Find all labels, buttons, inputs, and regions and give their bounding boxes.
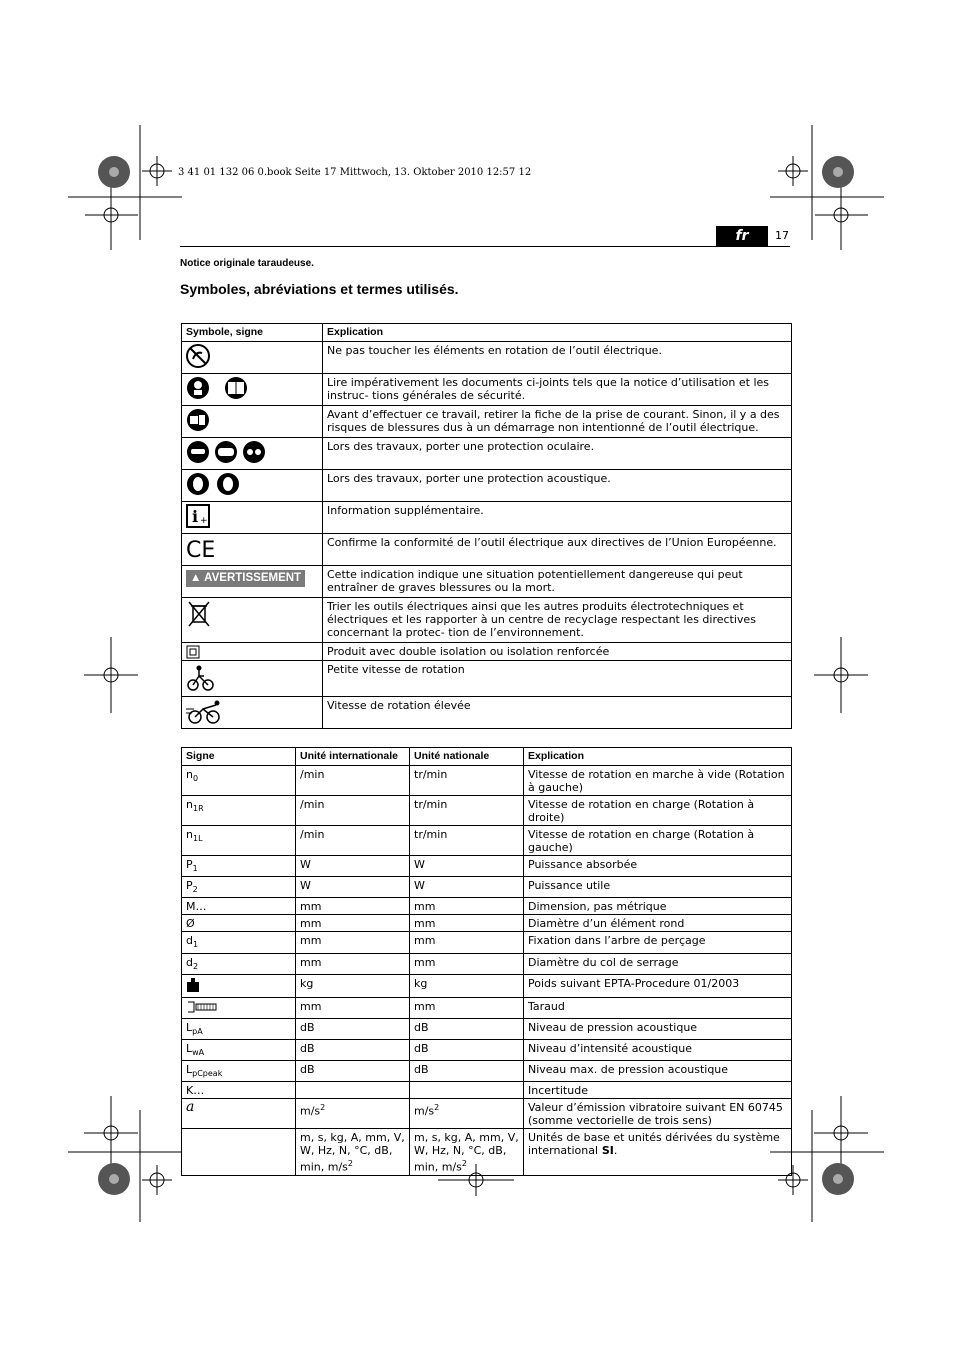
nat-unit-cell: mm [410, 932, 524, 953]
row-text: Ne pas toucher les éléments en rotation de l’outil électrique. [323, 342, 792, 374]
row-text: Trier les outils électriques ainsi que les autres produits électrotechniques et électriques et les rapporter à un centre de recyclage respectant les directives concernant la protec- tion de l’environnement. [323, 598, 792, 643]
table-row [182, 374, 792, 406]
explanation-cell: Valeur d’émission vibratoire suivant EN 60745 (somme vectorielle de trois sens) [524, 1099, 792, 1129]
table-row [182, 932, 792, 953]
table-row [182, 974, 792, 997]
weight-icon [186, 977, 200, 993]
header-explanation: Explication [524, 748, 792, 766]
intl-unit-cell: dB [296, 1018, 410, 1039]
sign-cell: $d_2$ [182, 953, 296, 974]
intl-unit-cell: dB [296, 1039, 410, 1060]
intl-unit-cell: kg [296, 974, 410, 997]
explanation-cell: Niveau d’intensité acoustique [524, 1039, 792, 1060]
sign-cell: $P_1$ [182, 856, 296, 877]
warning-icon: ▲ [190, 572, 202, 584]
table-header-row [182, 748, 792, 766]
nat-unit-cell: mm [410, 915, 524, 932]
section-title: Symboles, abréviations et termes utilisés. [180, 281, 459, 297]
read-manual-icon [186, 376, 250, 400]
intl-unit-cell: /min [296, 796, 410, 826]
table-row [182, 534, 792, 566]
table-row [182, 438, 792, 470]
row-text: Lors des travaux, porter une protection acoustique. [323, 470, 792, 502]
sign-cell: K… [182, 1082, 296, 1099]
document-title: Notice originale taraudeuse. [180, 258, 314, 269]
explanation-cell: Vitesse de rotation en marche à vide (Rotation à gauche) [524, 766, 792, 796]
explanation-cell: Niveau de pression acoustique [524, 1018, 792, 1039]
table-row [182, 898, 792, 915]
svg-text:CE: CE [186, 538, 216, 560]
table-header-row [182, 324, 792, 342]
nat-unit-cell: kg [410, 974, 524, 997]
table-row [182, 856, 792, 877]
table-row [182, 826, 792, 856]
no-touch-rotating-icon [186, 344, 210, 368]
table-row [182, 1018, 792, 1039]
intl-unit-cell: mm [296, 915, 410, 932]
row-text: Lors des travaux, porter une protection oculaire. [323, 438, 792, 470]
explanation-cell: Puissance utile [524, 877, 792, 898]
weee-bin-icon [186, 600, 212, 628]
table-row [182, 342, 792, 374]
nat-unit-cell: dB [410, 1018, 524, 1039]
sign-cell: $d_1$ [182, 932, 296, 953]
intl-unit-cell: mm [296, 898, 410, 915]
row-text: Lire impérativement les documents ci-joints tels que la notice d’utilisation et les instruc- tions générales de sécurité. [323, 374, 792, 406]
sign-cell: $n_{1R}$ [182, 796, 296, 826]
explanation-cell: Niveau max. de pression acoustique [524, 1061, 792, 1082]
nat-unit-cell: mm [410, 898, 524, 915]
header-explanation: Explication [323, 324, 792, 342]
intl-unit-cell: mm [296, 997, 410, 1018]
intl-unit-cell: mm [296, 953, 410, 974]
intl-unit-cell: /min [296, 766, 410, 796]
intl-unit-cell: dB [296, 1061, 410, 1082]
sign-cell: M… [182, 898, 296, 915]
table-row [182, 598, 792, 643]
ce-mark-icon [186, 536, 216, 560]
table-row [182, 1129, 792, 1176]
explanation-cell: Vitesse de rotation en charge (Rotation à droite) [524, 796, 792, 826]
header-sign: Signe [182, 748, 296, 766]
nat-unit-cell [410, 1082, 524, 1099]
table-row [182, 643, 792, 661]
slow-bike-icon [186, 663, 216, 693]
explanation-cell: Dimension, pas métrique [524, 898, 792, 915]
page-number: 17 [775, 229, 789, 242]
table-row [182, 1039, 792, 1060]
ear-protection-icon [186, 472, 242, 496]
table-row [182, 566, 792, 598]
table-row [182, 997, 792, 1018]
table-row [182, 796, 792, 826]
row-text: Petite vitesse de rotation [323, 661, 792, 697]
nat-unit-cell: dB [410, 1039, 524, 1060]
table-row [182, 953, 792, 974]
intl-unit-cell: mm [296, 932, 410, 953]
intl-unit-cell: W [296, 856, 410, 877]
row-text: Cette indication indique une situation potentiellement dangereuse qui peut entraîner de graves blessures ou la mort. [323, 566, 792, 598]
explanation-cell: Vitesse de rotation en charge (Rotation à gauche) [524, 826, 792, 856]
symbols-table [181, 323, 792, 729]
row-text: Information supplémentaire. [323, 502, 792, 534]
print-line: 3 41 01 132 06 0.book Seite 17 Mittwoch, 13. Oktober 2010 12:57 12 [178, 167, 532, 178]
table-row [182, 1082, 792, 1099]
explanation-cell: Unités de base et unités dérivées du système international SI. [524, 1129, 792, 1176]
row-text: Avant d’effectuer ce travail, retirer la fiche de la prise de courant. Sinon, il y a des risques de blessures dus à un démarrage non intentionné de l’outil électrique. [323, 406, 792, 438]
intl-unit-cell: $m/s^2$ [296, 1099, 410, 1129]
tap-icon [186, 1000, 218, 1014]
sign-cell: $n_{1L}$ [182, 826, 296, 856]
explanation-cell: Diamètre d’un élément rond [524, 915, 792, 932]
header-symbol: Symbole, signe [182, 324, 323, 342]
svg-text:i: i [192, 507, 199, 526]
table-row [182, 915, 792, 932]
table-row [182, 1099, 792, 1129]
intl-unit-cell: m, s, kg, A, mm, V, W, Hz, N, °C, dB, min, $m/s^2$ [296, 1129, 410, 1176]
table-row [182, 697, 792, 729]
nat-unit-cell: mm [410, 953, 524, 974]
intl-unit-cell: /min [296, 826, 410, 856]
nat-unit-cell: $m/s^2$ [410, 1099, 524, 1129]
info-icon [186, 504, 210, 528]
explanation-cell: Fixation dans l’arbre de perçage [524, 932, 792, 953]
header-rule [180, 246, 790, 247]
table-row [182, 502, 792, 534]
fast-bike-icon [186, 699, 222, 725]
svg-text:+: + [200, 516, 208, 526]
sign-cell: $L_{pCpeak}$ [182, 1061, 296, 1082]
sign-cell: $L_{pA}$ [182, 1018, 296, 1039]
nat-unit-cell: dB [410, 1061, 524, 1082]
sign-cell [182, 1129, 296, 1176]
nat-unit-cell: W [410, 856, 524, 877]
header-nat-unit: Unité nationale [410, 748, 524, 766]
sign-cell: Ø [182, 915, 296, 932]
nat-unit-cell: tr/min [410, 796, 524, 826]
nat-unit-cell: m, s, kg, A, mm, V, W, Hz, N, °C, dB, min, $m/s^2$ [410, 1129, 524, 1176]
row-text: Produit avec double isolation ou isolation renforcée [323, 643, 792, 661]
nat-unit-cell: mm [410, 997, 524, 1018]
table-row [182, 877, 792, 898]
sign-cell: $n_0$ [182, 766, 296, 796]
header-intl-unit: Unité internationale [296, 748, 410, 766]
intl-unit-cell [296, 1082, 410, 1099]
row-text: Vitesse de rotation élevée [323, 697, 792, 729]
eye-protection-icon [186, 440, 268, 464]
table-row [182, 470, 792, 502]
nat-unit-cell: tr/min [410, 766, 524, 796]
explanation-cell: Puissance absorbée [524, 856, 792, 877]
table-row [182, 406, 792, 438]
explanation-cell: Diamètre du col de serrage [524, 953, 792, 974]
signs-table [181, 747, 792, 1176]
signs-body [182, 766, 792, 1176]
unplug-icon [186, 408, 210, 432]
table-row [182, 1061, 792, 1082]
nat-unit-cell: tr/min [410, 826, 524, 856]
sign-cell [182, 974, 296, 997]
language-badge: fr [716, 226, 768, 246]
explanation-cell: Incertitude [524, 1082, 792, 1099]
nat-unit-cell: W [410, 877, 524, 898]
intl-unit-cell: W [296, 877, 410, 898]
sign-cell: $P_2$ [182, 877, 296, 898]
table-row [182, 766, 792, 796]
sign-cell: a [182, 1099, 296, 1129]
explanation-cell: Taraud [524, 997, 792, 1018]
sign-cell [182, 997, 296, 1018]
double-insulation-icon [186, 645, 200, 659]
sign-cell: $L_{wA}$ [182, 1039, 296, 1060]
row-text: Confirme la conformité de l’outil électrique aux directives de l’Union Européenne. [323, 534, 792, 566]
table-row [182, 661, 792, 697]
warning-badge: ▲ AVERTISSEMENT [186, 570, 305, 587]
explanation-cell: Poids suivant EPTA-Procedure 01/2003 [524, 974, 792, 997]
